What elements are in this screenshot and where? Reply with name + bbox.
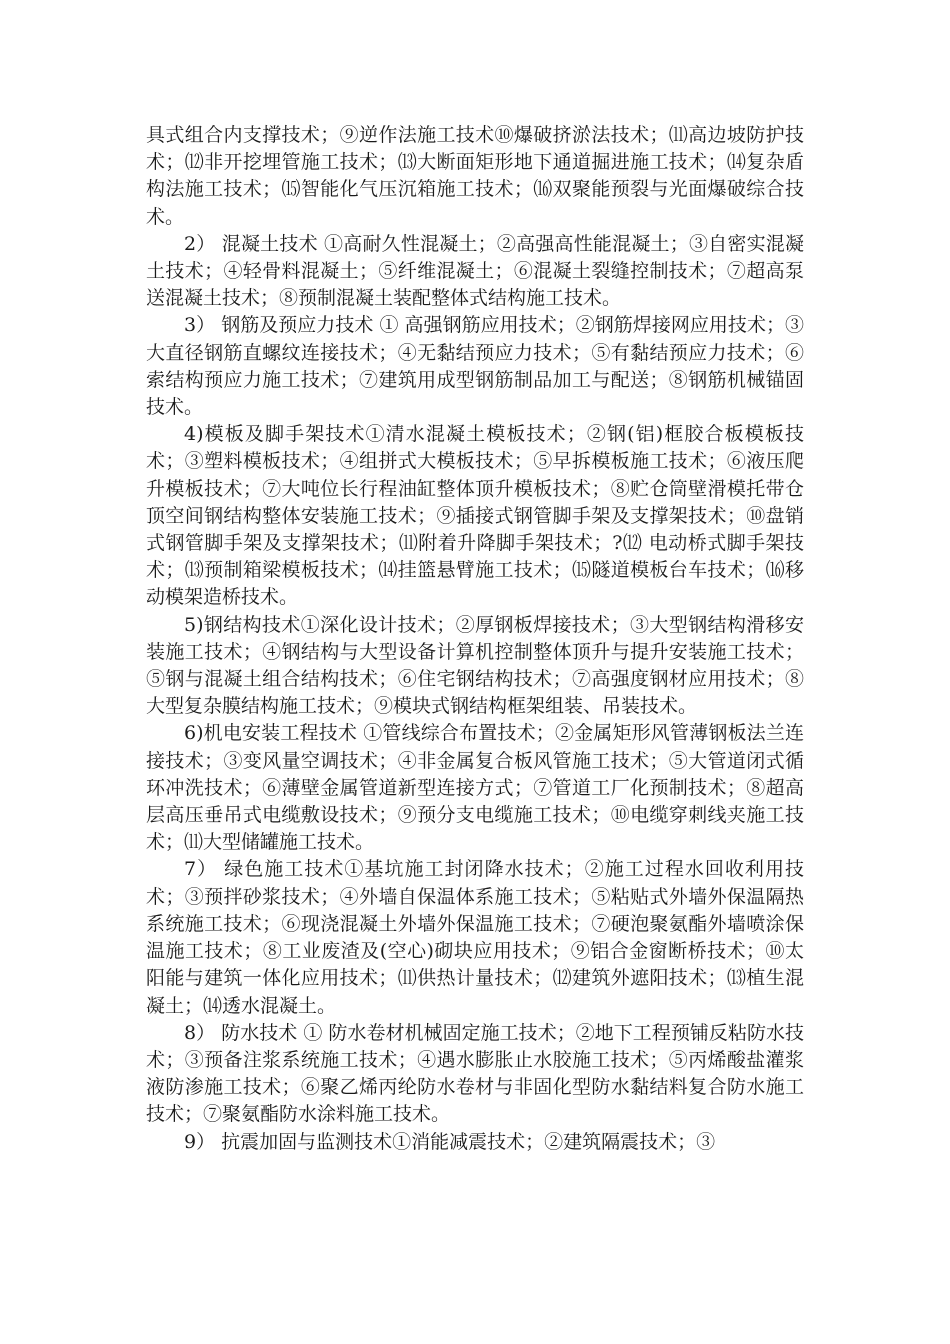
document-body [146,122,804,1156]
paragraph-waterproofing-technology: 8） 防水技术 ① 防水卷材机械固定施工技术；②地下工程预铺反粘防水技术；③预备注浆系统施工技术；④遇水膨胀止水胶施工技术；⑤丙烯酸盐灌浆液防渗施工技术；⑥聚乙烯丙纶防水卷材与非固化型防水黏结料复合防水施工技术；⑦聚氨酯防水涂料施工技术。 [146,1021,804,1126]
paragraph-green-construction-technology: 7） 绿色施工技术①基坑施工封闭降水技术；②施工过程水回收利用技术；③预拌砂浆技术；④外墙自保温体系施工技术；⑤粘贴式外墙外保温隔热系统施工技术；⑥现浇混凝土外墙外保温施工技术；⑦硬泡聚氨酯外墙喷涂保温施工技术；⑧工业废渣及(空心)砌块应用技术；⑨铝合金窗断桥技术；⑩太阳能与建筑一体化应用技术；⑾供热计量技术；⑿建筑外遮阳技术；⒀植生混凝土；⒁透水混凝土。 [146,858,804,1017]
paragraph-continuation: 具式组合内支撑技术；⑨逆作法施工技术⑩爆破挤淤法技术；⑾高边坡防护技术；⑿非开挖埋管施工技术；⒀大断面矩形地下通道掘进施工技术；⒁复杂盾构法施工技术；⒂智能化气压沉箱施工技术；⒃双聚能预裂与光面爆破综合技术。 [146,124,804,228]
paragraph-formwork-scaffold-technology: 4)模板及脚手架技术①清水混凝土模板技术；②钢(铝)框胶合板模板技术；③塑料模板技术；④组拼式大模板技术；⑤早拆模板施工技术；⑥液压爬升模板技术；⑦大吨位长行程油缸整体顶升模板技术；⑧贮仓筒壁滑模托带仓顶空间钢结构整体安装施工技术；⑨插接式钢管脚手架及支撑架技术；⑩盘销式钢管脚手架及支撑架技术；⑾附着升降脚手架技术；?⑿ 电动桥式脚手架技术；⒀预制箱梁模板技术；⒁挂篮悬臂施工技术；⒂隧道模板台车技术；⒃移动模架造桥技术。 [146,423,804,609]
paragraph-seismic-reinforcement-technology: 9） 抗震加固与监测技术①消能减震技术；②建筑隔震技术；③ [184,1130,716,1153]
paragraph-concrete-technology: 2） 混凝土技术 ①高耐久性混凝土；②高强高性能混凝土；③自密实混凝土技术；④轻骨料混凝土；⑤纤维混凝土；⑥混凝土裂缝控制技术；⑦超高泵送混凝土技术；⑧预制混凝土装配整体式结构施工技术。 [146,232,804,310]
paragraph-mep-installation-technology: 6)机电安装工程技术 ①管线综合布置技术；②金属矩形风管薄钢板法兰连接技术；③变风量空调技术；④非金属复合板风管施工技术；⑤大管道闭式循环冲洗技术；⑥薄壁金属管道新型连接方式；⑦管道工厂化预制技术；⑧超高层高压垂吊式电缆敷设技术；⑨预分支电缆施工技术；⑩电缆穿刺线夹施工技术；⑾大型储罐施工技术。 [146,722,804,854]
paragraph-steel-structure-technology: 5)钢结构技术①深化设计技术；②厚钢板焊接技术；③大型钢结构滑移安装施工技术；④钢结构与大型设备计算机控制整体顶升与提升安装施工技术；⑤钢与混凝土组合结构技术；⑥住宅钢结构技术；⑦高强度钢材应用技术；⑧大型复杂膜结构施工技术；⑨模块式钢结构框架组装、吊装技术。 [146,613,804,718]
paragraph-rebar-prestress-technology: 3） 钢筋及预应力技术 ① 高强钢筋应用技术；②钢筋焊接网应用技术；③大直径钢筋直螺纹连接技术；④无黏结预应力技术；⑤有黏结预应力技术；⑥索结构预应力施工技术；⑦建筑用成型钢筋制品加工与配送；⑧钢筋机械锚固技术。 [146,314,804,419]
